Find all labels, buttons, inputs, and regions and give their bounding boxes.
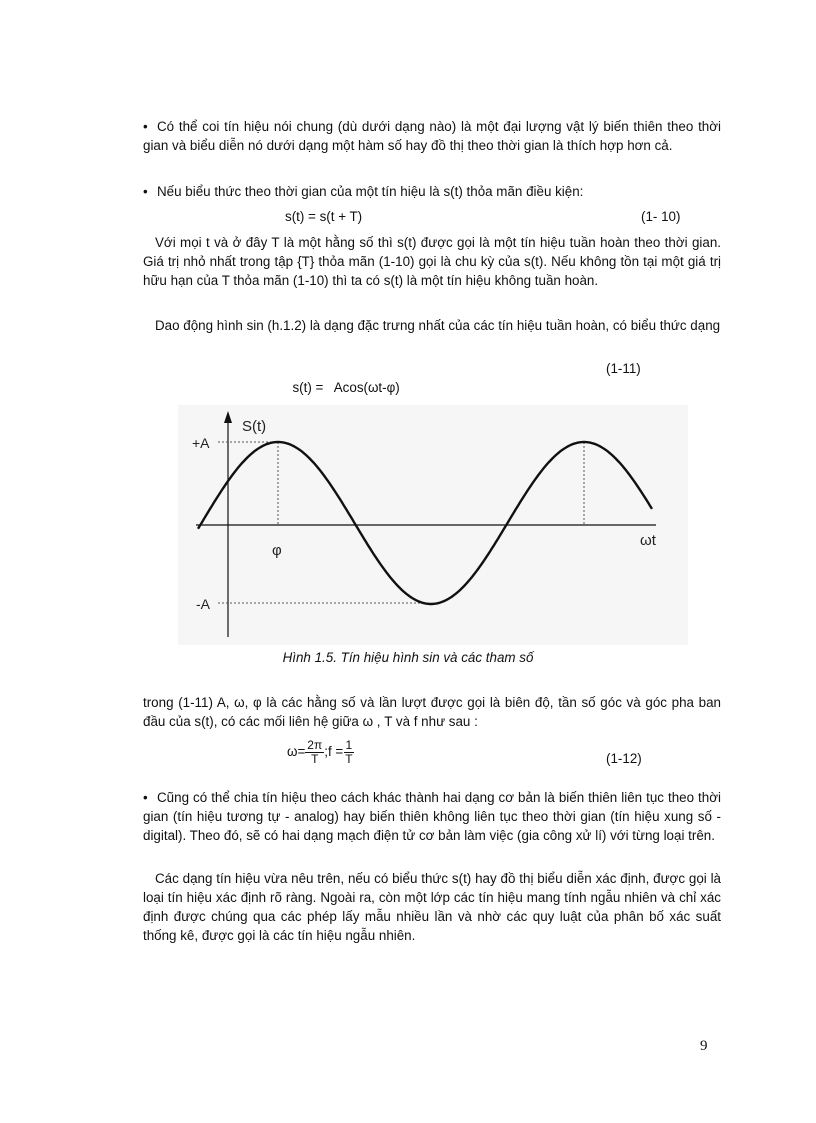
equation-1-10-label: (1- 10) (641, 209, 681, 224)
bullet-icon: • (143, 184, 148, 199)
paragraph-text: Nếu biểu thức theo thời gian của một tín hiệu là s(t) thỏa mãn điều kiện: (157, 184, 584, 199)
y-axis-label: S(t) (242, 418, 267, 435)
equation-expression: s(t) = Acos(ωt-φ) (292, 380, 400, 395)
paragraph-text: Các dạng tín hiệu vừa nêu trên, nếu có biểu thức s(t) hay đồ thị biểu diễn xác định, được gọi là loại tín hiệu xác định rõ ràng. Ngoài ra, còn một lớp các tín hiệu mang tính ngẫu nhiên và chỉ xác định được chúng qua các phép lấy mẫu nhiều lần và nhờ các quy luật của phân bố xác suất thống kê, được gọi là các tín hiệu ngẫu nhiên. (143, 871, 721, 943)
bullet-icon: • (143, 119, 148, 134)
paragraph-text: Với mọi t và ở đây T là một hằng số thì s(t) được gọi là một tín hiệu tuần hoàn theo thời gian. Giá trị nhỏ nhất trong tập {T} thỏa mãn (1-10) gọi là chu kỳ của s(t). Nếu không tồn tại một giá trị hữu hạn của T thỏa mãn (1-10) thì ta có s(t) là một tín hiệu không tuần hoàn. (143, 235, 721, 288)
fraction-denominator: T (345, 752, 353, 766)
paragraph-text: Dao động hình sin (h.1.2) là dạng đặc trưng nhất của các tín hiệu tuần hoàn, có biểu thức dạng (155, 318, 721, 333)
equation-1-12-label: (1-12) (606, 751, 642, 766)
equation-lhs: ω= (287, 744, 306, 760)
paragraph-deterministic-random (143, 869, 721, 945)
paragraph-text: Có thể coi tín hiệu nói chung (dù dưới dạng nào) là một đại lượng vật lý biến thiên theo thời gian và biểu diễn nó dưới dạng một hàm số hay đồ thị theo thời gian là thích hợp hơn cả. (143, 119, 721, 153)
equation-1-12 (287, 739, 355, 766)
fraction-omega (305, 739, 324, 766)
x-axis-label: ωt (640, 532, 656, 549)
phase-label: φ (272, 542, 282, 559)
fraction-numerator: 2π (307, 738, 323, 752)
paragraph-periodic-definition (143, 233, 721, 290)
sine-figure (178, 405, 688, 645)
paragraph-text: trong (1-11) A, ω, φ là các hằng số và lần lượt được gọi là biên độ, tần số góc và góc pha ban đầu của s(t), có các mối liên hệ giữa ω , T và f như sau : (143, 695, 721, 729)
equation-expression: s(t) = s(t + T) (285, 209, 363, 224)
pos-amplitude-label: +A (192, 435, 210, 451)
paragraph-condition (143, 182, 721, 201)
equation-1-11-label: (1-11) (606, 361, 641, 376)
fraction-numerator: 1 (345, 738, 353, 752)
paragraph-parameters (143, 693, 721, 731)
figure-caption: Hình 1.5. Tín hiệu hình sin và các tham số (282, 650, 534, 665)
paragraph-text: Cũng có thể chia tín hiệu theo cách khác thành hai dạng cơ bản là biến thiên liên tục theo thời gian (tín hiệu tương tự - analog) hay biến thiên không liên tục theo thời gian (tín hiệu xung số - digital). Theo đó, sẽ có hai dạng mạch điện tử cơ bản làm việc (gia công xử lí) với từng loại trên. (143, 790, 721, 843)
fraction-denominator: T (311, 752, 319, 766)
page-number: 9 (700, 1038, 708, 1054)
paragraph-periodic-intro (143, 117, 721, 155)
neg-amplitude-label: -A (196, 596, 210, 612)
equation-separator: ;f = (324, 744, 344, 760)
equation-1-10 (285, 207, 362, 226)
bullet-icon: • (143, 790, 148, 805)
paragraph-analog-digital (143, 788, 721, 845)
paragraph-sine-intro (143, 316, 721, 335)
equation-1-11 (285, 359, 400, 397)
fraction-frequency (343, 739, 354, 766)
